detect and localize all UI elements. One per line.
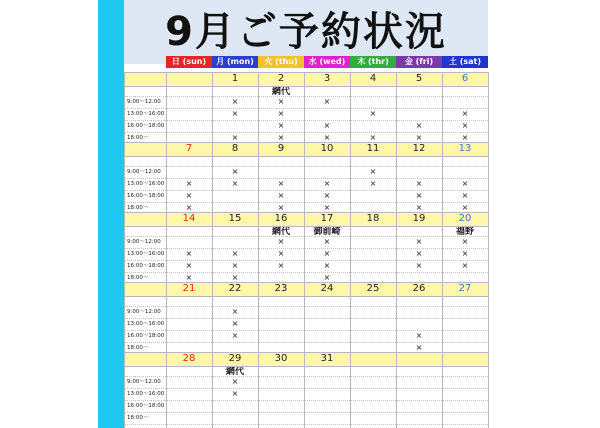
booked-mark: × <box>415 133 423 142</box>
booked-mark: × <box>461 203 469 212</box>
time-slot-label: 18:00～ <box>127 135 149 141</box>
day-number: 16 <box>274 213 288 224</box>
time-slot-label: 13:00～16:00 <box>127 181 165 187</box>
slot-divider <box>124 166 488 167</box>
booked-mark: × <box>277 203 285 212</box>
booked-mark: × <box>323 273 331 282</box>
booked-mark: × <box>277 249 285 258</box>
booked-mark: × <box>231 179 239 188</box>
booked-mark: × <box>323 97 331 106</box>
column-divider <box>442 72 443 428</box>
day-number: 17 <box>320 213 334 224</box>
time-slot-label: 9:00～12:00 <box>127 169 161 175</box>
week-bottom-border <box>124 156 488 157</box>
booked-mark: × <box>415 343 423 352</box>
page-title: 9月ご予約状況 <box>165 9 447 55</box>
booked-mark: × <box>415 261 423 270</box>
booked-mark: × <box>461 261 469 270</box>
time-slot-label: 9:00～12:00 <box>127 239 161 245</box>
column-divider <box>212 72 213 428</box>
place-note: 御前崎 <box>313 227 341 237</box>
day-number: 12 <box>412 143 426 154</box>
slot-divider <box>124 400 488 401</box>
day-number: 29 <box>228 353 242 364</box>
booked-mark: × <box>185 203 193 212</box>
day-number: 15 <box>228 213 242 224</box>
booked-mark: × <box>415 331 423 340</box>
left-accent-bar <box>98 0 124 428</box>
booked-mark: × <box>231 307 239 316</box>
booked-mark: × <box>277 121 285 130</box>
time-slot-label: 16:00～18:00 <box>127 123 165 129</box>
calendar-grid <box>124 64 488 428</box>
booked-mark: × <box>369 179 377 188</box>
booked-mark: × <box>277 261 285 270</box>
time-slot-label: 18:00～ <box>127 415 149 421</box>
booked-mark: × <box>277 179 285 188</box>
slot-divider <box>124 412 488 413</box>
day-number: 11 <box>366 143 380 154</box>
booked-mark: × <box>231 319 239 328</box>
weekday-header: 火 (thu) <box>258 56 304 68</box>
booked-mark: × <box>277 97 285 106</box>
weekday-header: 月 (mon) <box>212 56 258 68</box>
time-slot-label: 13:00～16:00 <box>127 251 165 257</box>
day-number: 10 <box>320 143 334 154</box>
booked-mark: × <box>231 109 239 118</box>
booked-mark: × <box>323 191 331 200</box>
booked-mark: × <box>231 389 239 398</box>
column-divider <box>396 72 397 428</box>
booked-mark: × <box>461 249 469 258</box>
booked-mark: × <box>231 97 239 106</box>
day-number: 4 <box>369 73 377 84</box>
day-number: 5 <box>415 73 423 84</box>
day-number: 6 <box>461 73 469 84</box>
booked-mark: × <box>231 249 239 258</box>
booked-mark: × <box>323 261 331 270</box>
day-number: 19 <box>412 213 426 224</box>
booked-mark: × <box>461 237 469 246</box>
label-column-left <box>124 72 125 428</box>
booked-mark: × <box>231 331 239 340</box>
booked-mark: × <box>461 133 469 142</box>
time-slot-label: 18:00～ <box>127 275 149 281</box>
booked-mark: × <box>461 109 469 118</box>
week-bottom-border <box>124 296 488 297</box>
week-bottom-border <box>124 226 488 227</box>
booked-mark: × <box>323 237 331 246</box>
booked-mark: × <box>231 133 239 142</box>
day-number: 30 <box>274 353 288 364</box>
place-note: 福野 <box>455 227 474 237</box>
time-slot-label: 9:00～12:00 <box>127 379 161 385</box>
day-number: 8 <box>231 143 239 154</box>
booked-mark: × <box>277 191 285 200</box>
booked-mark: × <box>185 179 193 188</box>
column-divider <box>304 72 305 428</box>
time-slot-label: 18:00～ <box>127 345 149 351</box>
day-number: 20 <box>458 213 472 224</box>
booked-mark: × <box>323 133 331 142</box>
day-number: 28 <box>182 353 196 364</box>
day-number: 22 <box>228 283 242 294</box>
time-slot-label: 16:00～18:00 <box>127 193 165 199</box>
booked-mark: × <box>461 121 469 130</box>
booked-mark: × <box>185 191 193 200</box>
slot-divider <box>124 388 488 389</box>
time-slot-label: 9:00～12:00 <box>127 99 161 105</box>
column-divider <box>488 72 489 428</box>
day-number: 24 <box>320 283 334 294</box>
booked-mark: × <box>461 179 469 188</box>
booked-mark: × <box>461 191 469 200</box>
slot-divider <box>124 376 488 377</box>
day-number: 2 <box>277 73 285 84</box>
booked-mark: × <box>415 191 423 200</box>
column-divider <box>166 72 167 428</box>
day-number: 26 <box>412 283 426 294</box>
slot-divider <box>124 108 488 109</box>
booked-mark: × <box>277 133 285 142</box>
day-number: 3 <box>323 73 331 84</box>
booked-mark: × <box>415 179 423 188</box>
day-number: 27 <box>458 283 472 294</box>
booked-mark: × <box>231 261 239 270</box>
booked-mark: × <box>415 121 423 130</box>
day-number: 31 <box>320 353 334 364</box>
place-note: 網代 <box>271 227 290 237</box>
booked-mark: × <box>277 109 285 118</box>
day-number: 13 <box>458 143 472 154</box>
weekday-header: 土 (sat) <box>442 56 488 68</box>
booked-mark: × <box>323 249 331 258</box>
booked-mark: × <box>415 249 423 258</box>
time-slot-label: 16:00～18:00 <box>127 333 165 339</box>
booked-mark: × <box>231 273 239 282</box>
place-note: 網代 <box>271 87 290 97</box>
weekday-header: 木 (thr) <box>350 56 396 68</box>
time-slot-label: 13:00～16:00 <box>127 321 165 327</box>
week-bottom-border <box>124 86 488 87</box>
booked-mark: × <box>415 237 423 246</box>
booked-mark: × <box>369 167 377 176</box>
time-slot-label: 16:00～18:00 <box>127 403 165 409</box>
day-number: 1 <box>231 73 239 84</box>
week-bottom-border <box>124 366 488 367</box>
booked-mark: × <box>277 237 285 246</box>
slot-divider <box>124 424 488 425</box>
booked-mark: × <box>231 377 239 386</box>
slot-divider <box>124 318 488 319</box>
time-slot-label: 18:00～ <box>127 205 149 211</box>
day-number: 14 <box>182 213 196 224</box>
slot-divider <box>124 306 488 307</box>
booked-mark: × <box>369 133 377 142</box>
booked-mark: × <box>323 203 331 212</box>
booked-mark: × <box>323 121 331 130</box>
time-slot-label: 13:00～16:00 <box>127 111 165 117</box>
time-slot-label: 16:00～18:00 <box>127 263 165 269</box>
day-number: 23 <box>274 283 288 294</box>
booked-mark: × <box>185 249 193 258</box>
day-number: 18 <box>366 213 380 224</box>
booked-mark: × <box>185 261 193 270</box>
booked-mark: × <box>323 179 331 188</box>
column-divider <box>258 72 259 428</box>
weekday-header: 金 (fri) <box>396 56 442 68</box>
day-number: 7 <box>185 143 193 154</box>
booked-mark: × <box>369 109 377 118</box>
day-number: 21 <box>182 283 196 294</box>
column-divider <box>350 72 351 428</box>
place-note: 網代 <box>225 367 244 377</box>
booked-mark: × <box>231 167 239 176</box>
weekday-header: 水 (wed) <box>304 56 350 68</box>
time-slot-label: 13:00～16:00 <box>127 391 165 397</box>
day-number: 25 <box>366 283 380 294</box>
time-slot-label: 9:00～12:00 <box>127 309 161 315</box>
booked-mark: × <box>415 203 423 212</box>
day-number: 9 <box>277 143 285 154</box>
weekday-header: 日 (sun) <box>166 56 212 68</box>
booked-mark: × <box>185 273 193 282</box>
